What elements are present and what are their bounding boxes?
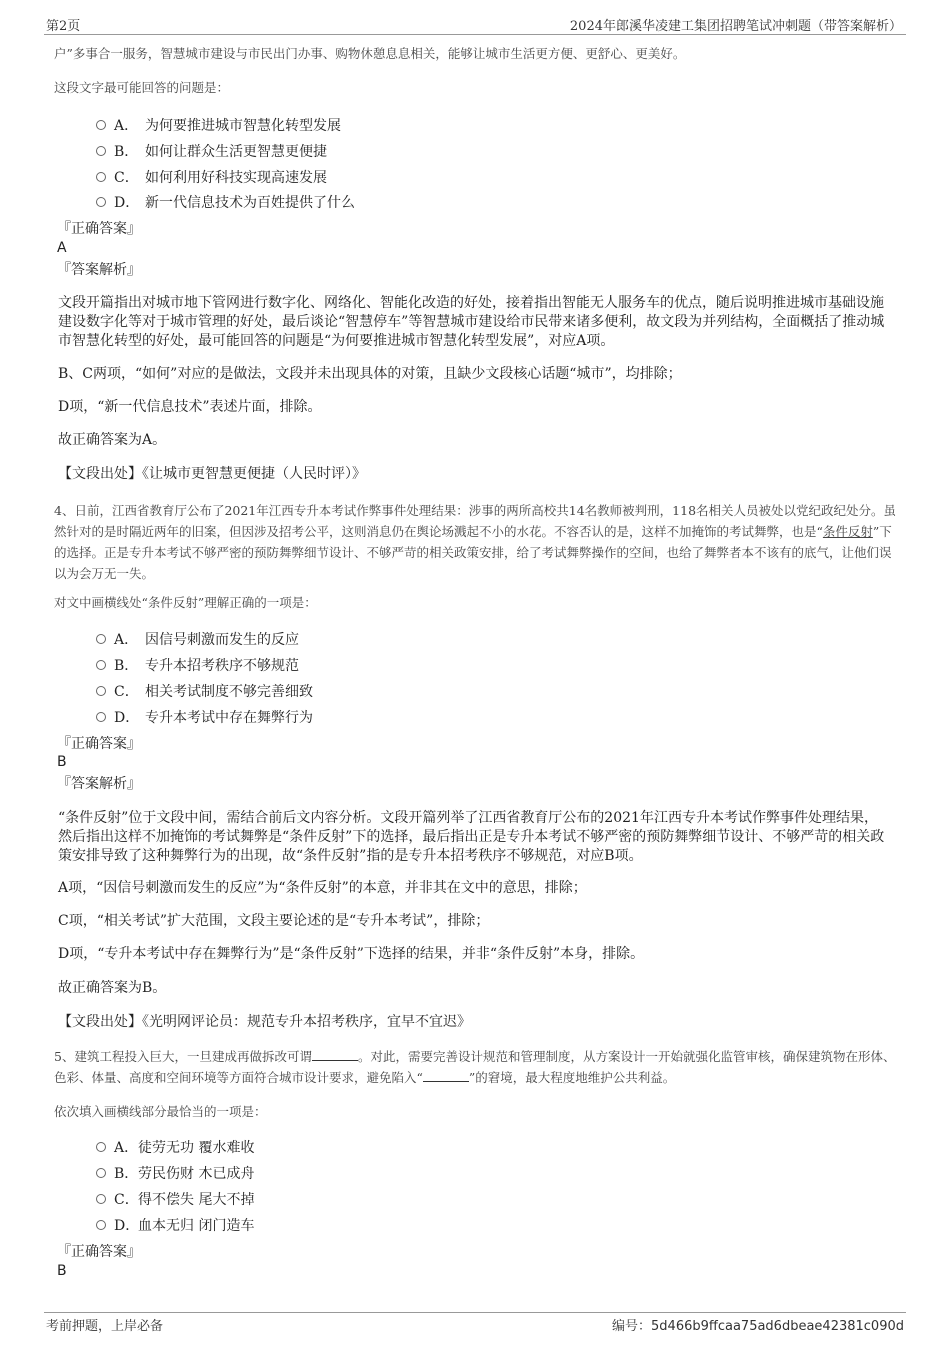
q5-option-a[interactable]: A．徒劳无功 覆水难收 — [96, 1137, 254, 1157]
q4-passage: 4、日前，江西省教育厅公布了2021年江西专升本考试作弊事件处理结果：涉事的两所高校共14名教师被判刑，118名相关人员被处以党纪政纪处分。虽然针对的是时隔近两年的旧案，但因涉及招考公平，这则消息仍在舆论场溅起不小的水花。不容否认的是，这样不加掩饰的考试舞弊，也是“条件反射”下的选择。正是专升本考试不够严密的预防舞弊细节设计、不够严苛的相关政策安排，给了考试舞弊操作的空间，也给了舞弊者本不该有的底气，让他们误以为会万无一失。 — [54, 503, 897, 581]
q4-analysis-paragraph: D项，“专升本考试中存在舞弊行为”是“条件反射”下选择的结果，并非“条件反射”本身，排除。 — [58, 946, 645, 962]
radio-icon[interactable] — [96, 1142, 106, 1152]
q5-prompt: 依次填入画横线部分最恰当的一项是： — [54, 1104, 267, 1119]
q5-passage: 5、建筑工程投入巨大，一旦建成再做拆改可谓 。对此，需要完善设计规范和管理制度，从方案设计一开始就强化监管审核，确保建筑物在形体、色彩、体量、高度和空间环境等方面符合城市设计要求，避免陷入“ ”的窘境，最大程度地维护公共利益。 — [54, 1049, 896, 1085]
q4-analysis-paragraph: 故正确答案为B。 — [58, 980, 167, 996]
q4-prompt: 对文中画横线处“条件反射”理解正确的一项是： — [54, 595, 317, 610]
q5-answer: B — [57, 1263, 67, 1279]
q3-analysis-paragraph: 文段开篇指出对城市地下管网进行数字化、网络化、智能化改造的好处，接着指出智能无人服务车的优点，随后说明推进城市基础设施建设数字化等对于城市管理的好处，最后谈论“智慧停车”等智慧城市建设给市民带来诸多便利，故文段为并列结构，全面概括了推动城市智慧化转型的好处，最可能回答的问题是“为何要推进城市智慧化转型发展”，对应A项。 — [58, 295, 885, 349]
q4-analysis-paragraph: A项，“因信号刺激而发生的反应”为“条件反射”的本意，并非其在文中的意思，排除； — [58, 880, 587, 896]
q3-option-a[interactable]: A． 为何要推进城市智慧化转型发展 — [96, 115, 341, 135]
q4-option-a[interactable]: A． 因信号刺激而发生的反应 — [96, 629, 299, 649]
footer-slogan: 考前押题，上岸必备 — [46, 1319, 164, 1334]
radio-icon[interactable] — [96, 1194, 106, 1204]
q3-analysis-paragraph: 故正确答案为A。 — [58, 432, 167, 448]
radio-icon[interactable] — [96, 120, 106, 130]
radio-icon[interactable] — [96, 1220, 106, 1230]
q3-answer-label: 『正确答案』 — [57, 221, 141, 237]
fill-blank — [423, 1069, 469, 1082]
radio-icon[interactable] — [96, 1168, 106, 1178]
fill-blank — [312, 1048, 358, 1061]
q3-passage-tail: 户”多事合一服务，智慧城市建设与市民出门办事、购物休憩息息相关，能够让城市生活更方便、更舒心、更美好。 — [54, 46, 686, 61]
q3-analysis-label: 『答案解析』 — [57, 262, 141, 278]
page-header — [44, 14, 906, 35]
q3-option-d[interactable]: D． 新一代信息技术为百姓提供了什么 — [96, 192, 355, 212]
q3-option-c[interactable]: C． 如何利用好科技实现高速发展 — [96, 167, 327, 187]
q3-answer: A — [57, 240, 67, 256]
radio-icon[interactable] — [96, 634, 106, 644]
q5-option-c[interactable]: C．得不偿失 尾大不掉 — [96, 1189, 254, 1209]
document-title: 2024年郎溪华凌建工集团招聘笔试冲刺题（带答案解析） — [569, 19, 902, 34]
q3-prompt: 这段文字最可能回答的问题是： — [54, 80, 230, 95]
q4-analysis-paragraph: “条件反射”位于文段中间，需结合前后文内容分析。文段开篇列举了江西省教育厅公布的2021年江西专升本考试作弊事件处理结果，然后指出这样不加掩饰的考试舞弊是“条件反射”下的选择，最后指出正是专升本考试不够严密的预防舞弊细节设计、不够严苛的相关政策安排导致了这种舞弊行为的出现，故“条件反射”指的是专升本招考秩序不够规范，对应B项。 — [58, 810, 885, 864]
q3-option-b[interactable]: B． 如何让群众生活更智慧更便捷 — [96, 141, 327, 161]
q5-answer-label: 『正确答案』 — [57, 1244, 141, 1260]
radio-icon[interactable] — [96, 660, 106, 670]
radio-icon[interactable] — [96, 712, 106, 722]
q4-option-d[interactable]: D． 专升本考试中存在舞弊行为 — [96, 707, 313, 727]
radio-icon[interactable] — [96, 172, 106, 182]
page-number: 第2页 — [46, 19, 81, 34]
q5-option-b[interactable]: B．劳民伤财 木已成舟 — [96, 1163, 254, 1183]
document-code: 编号：5d466b9ffcaa75ad6dbeae42381c090d — [612, 1319, 904, 1334]
radio-icon[interactable] — [96, 197, 106, 207]
q4-source: 【文段出处】《光明网评论员：规范专升本招考秩序，宜早不宜迟》 — [58, 1014, 471, 1030]
q4-analysis-label: 『答案解析』 — [57, 776, 141, 792]
q4-option-c[interactable]: C． 相关考试制度不够完善细致 — [96, 681, 313, 701]
q5-option-d[interactable]: D．血本无归 闭门造车 — [96, 1215, 254, 1235]
radio-icon[interactable] — [96, 686, 106, 696]
q4-underlined-term: 条件反射 — [822, 524, 873, 539]
q4-answer: B — [57, 754, 67, 770]
q3-source: 【文段出处】《让城市更智慧更便捷（人民时评）》 — [58, 466, 366, 482]
radio-icon[interactable] — [96, 146, 106, 156]
q3-analysis-paragraph: B、C两项，“如何”对应的是做法，文段并未出现具体的对策，且缺少文段核心话题“城市”，均排除； — [58, 366, 682, 382]
q4-option-b[interactable]: B． 专升本招考秩序不够规范 — [96, 655, 299, 675]
q4-analysis-paragraph: C项，“相关考试”扩大范围，文段主要论述的是“专升本考试”，排除； — [58, 913, 490, 929]
page-footer — [44, 1312, 906, 1335]
q3-analysis-paragraph: D项，“新一代信息技术”表述片面，排除。 — [58, 399, 322, 415]
q4-answer-label: 『正确答案』 — [57, 736, 141, 752]
